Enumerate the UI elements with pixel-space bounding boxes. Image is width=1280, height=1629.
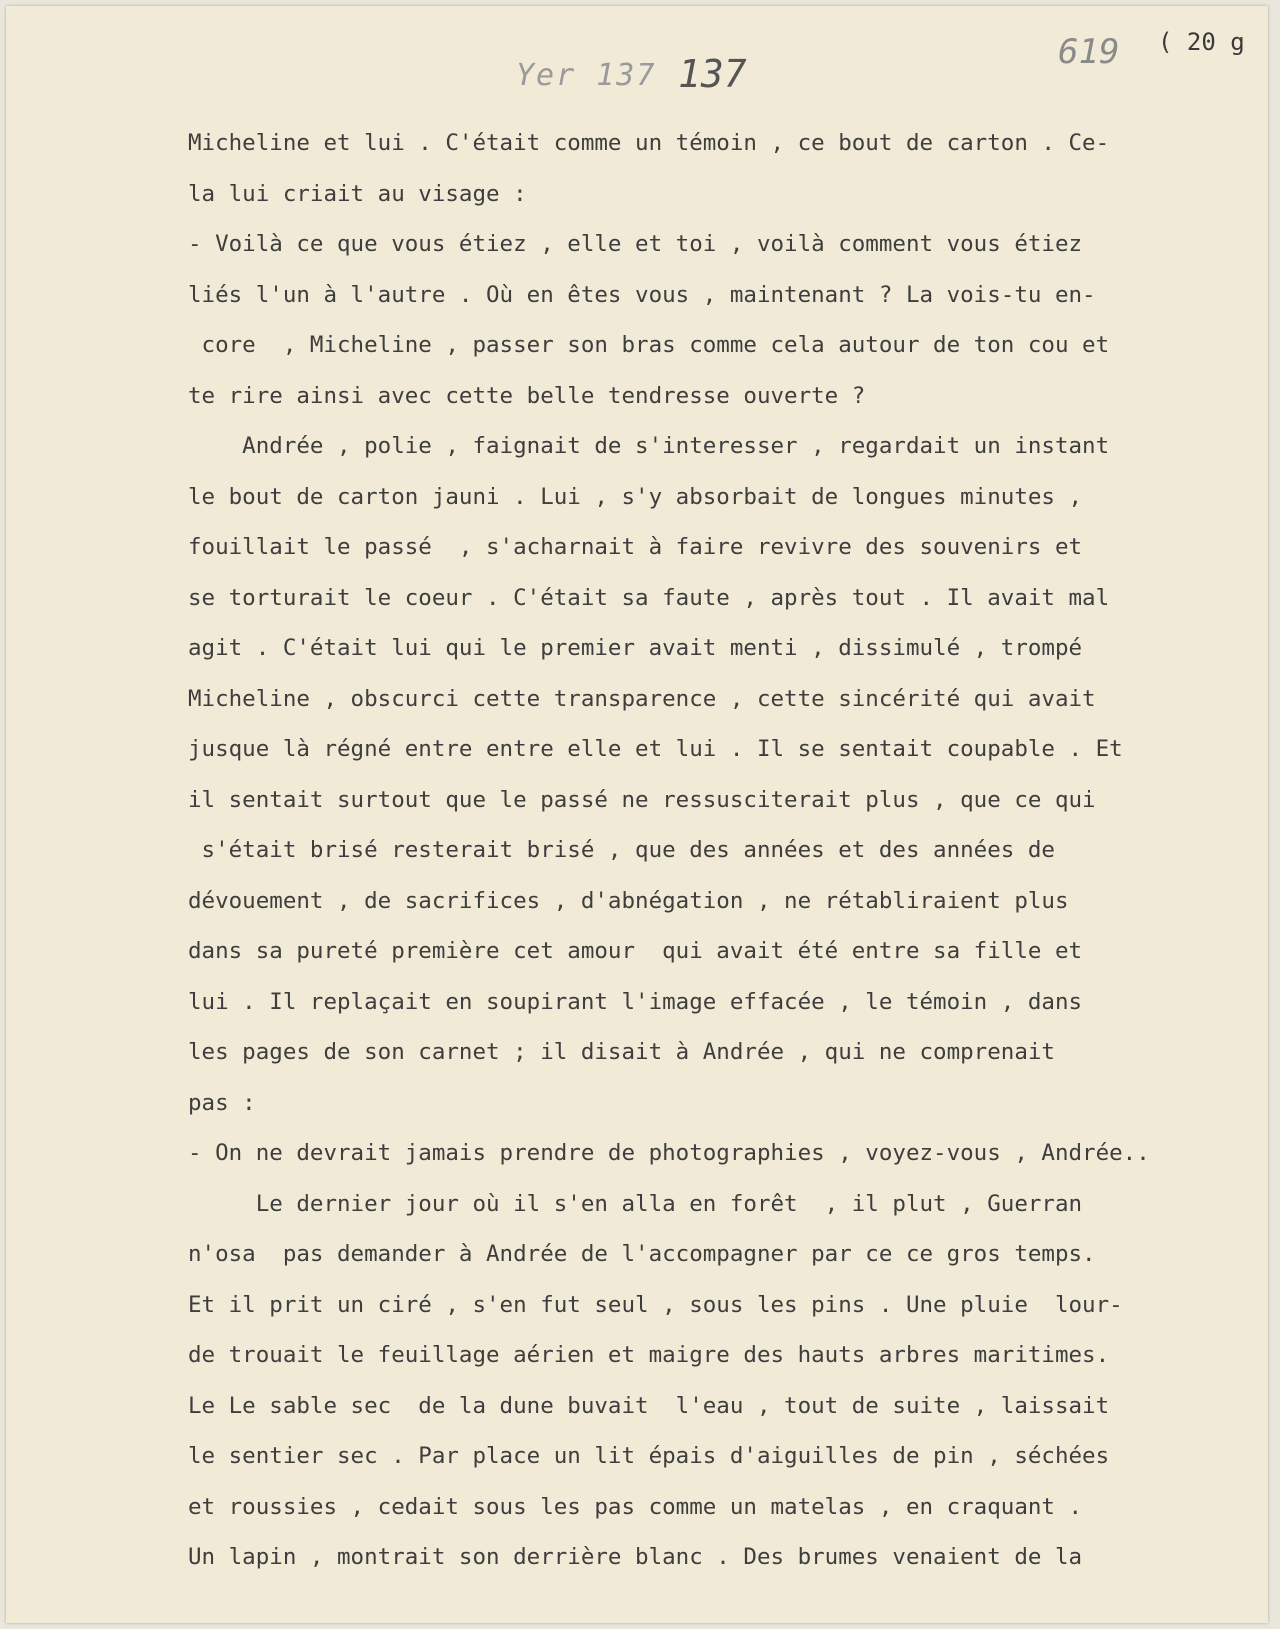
- text-line: core , Micheline , passer son bras comme cela autour de ton cou et: [188, 332, 1110, 358]
- text-line: dans sa pureté première cet amour qui avait été entre sa fille et: [188, 938, 1083, 964]
- text-line: Micheline et lui . C'était comme un témoin , ce bout de carton . Ce-: [188, 130, 1110, 156]
- text-line: agit . C'était lui qui le premier avait menti , dissimulé , trompé: [188, 635, 1083, 661]
- text-line: et roussies , cedait sous les pas comme un matelas , en craquant .: [188, 1493, 1083, 1520]
- pencil-annotation-right: 619: [1058, 32, 1120, 72]
- text-line: Andrée , polie , faignait de s'interesser , regardait un instant: [188, 433, 1110, 459]
- pencil-annotation-center: 137: [678, 52, 747, 96]
- text-line: Et il prit un ciré , s'en fut seul , sous les pins . Une pluie lour-: [188, 1291, 1123, 1318]
- text-line: Un lapin , montrait son derrière blanc . Des brumes venaient de la: [188, 1544, 1083, 1570]
- text-line: les pages de son carnet ; il disait à Andrée , qui ne comprenait: [188, 1039, 1055, 1065]
- text-line: - Voilà ce que vous étiez , elle et toi , voilà comment vous étiez: [188, 231, 1083, 257]
- page-number: ( 20 g: [1158, 28, 1245, 56]
- text-line: Le dernier jour où il s'en alla en forêt , il plut , Guerran: [188, 1190, 1083, 1217]
- text-line: te rire ainsi avec cette belle tendresse ouverte ?: [188, 382, 866, 409]
- text-line: le sentier sec . Par place un lit épais d'aiguilles de pin , séchées: [188, 1443, 1110, 1469]
- text-line: lui . Il replaçait en soupirant l'image effacée , le témoin , dans: [188, 988, 1083, 1015]
- text-line: jusque là régné entre entre elle et lui . Il se sentait coupable . Et: [188, 736, 1123, 762]
- pencil-annotation-left: Yer 137: [516, 58, 657, 93]
- text-line: Le Le sable sec de la dune buvait l'eau , tout de suite , laissait: [188, 1392, 1110, 1419]
- text-line: liés l'un à l'autre . Où en êtes vous , maintenant ? La vois-tu en-: [188, 281, 1096, 308]
- text-line: le bout de carton jauni . Lui , s'y absorbait de longues minutes ,: [188, 483, 1083, 510]
- text-line: la lui criait au visage :: [188, 180, 527, 207]
- text-line: s'était brisé resterait brisé , que des années et des années de: [188, 837, 1055, 863]
- text-line: se torturait le coeur . C'était sa faute , après tout . Il avait mal: [188, 584, 1110, 611]
- text-line: il sentait surtout que le passé ne ressusciterait plus , que ce qui: [188, 786, 1096, 813]
- text-line: Micheline , obscurci cette transparence , cette sincérité qui avait: [188, 685, 1096, 712]
- text-line: de trouait le feuillage aérien et maigre des hauts arbres maritimes.: [188, 1342, 1110, 1368]
- text-line: n'osa pas demander à Andrée de l'accompagner par ce ce gros temps.: [188, 1241, 1096, 1267]
- text-line: fouillait le passé , s'acharnait à faire revivre des souvenirs et: [188, 534, 1083, 560]
- body-text: [188, 118, 1268, 1583]
- text-line: - On ne devrait jamais prendre de photographies , voyez-vous , Andrée..: [188, 1140, 1150, 1166]
- text-line: dévouement , de sacrifices , d'abnégation , ne rétabliraient plus: [188, 887, 1069, 914]
- text-line: pas :: [188, 1089, 256, 1116]
